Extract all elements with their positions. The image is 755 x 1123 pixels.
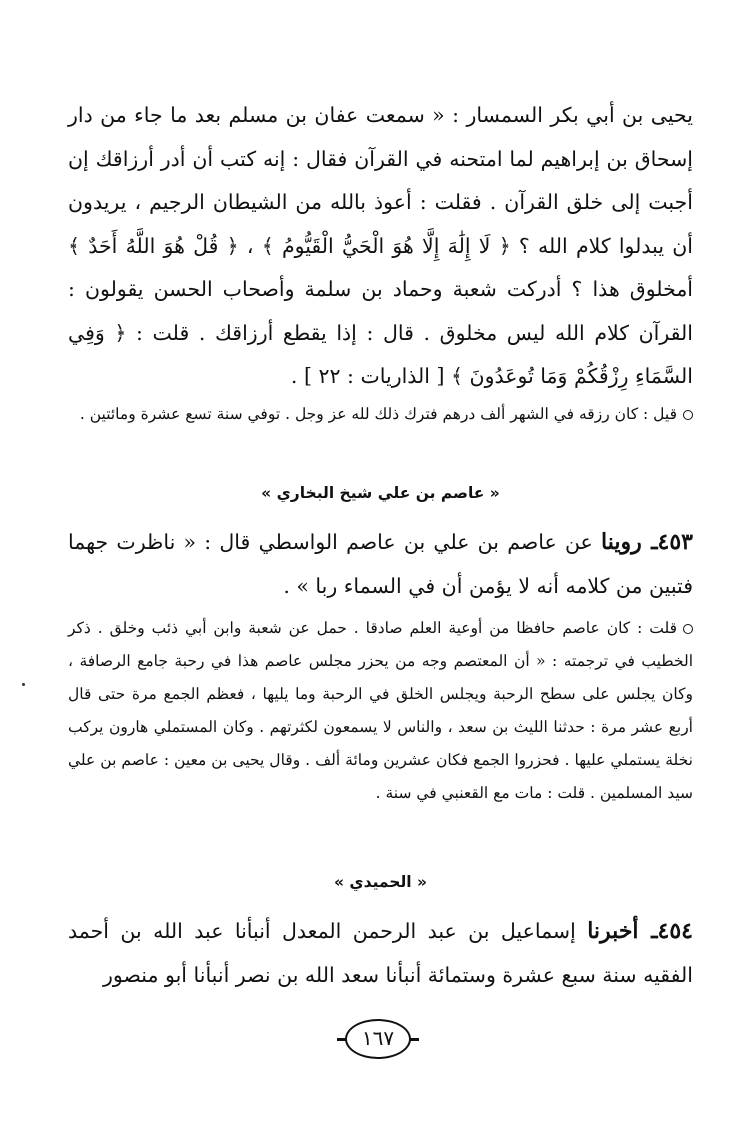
section-heading-humaidi: « الحميدي » — [334, 873, 427, 891]
bullet-circle-icon — [683, 410, 693, 420]
narration-number-453: ٤٥٣ـ روينا — [601, 529, 693, 555]
paragraph-453-text: عن عاصم بن علي بن عاصم الواسطي قال : « ناظرت جهما فتبين من كلامه أنه لا يؤمن أن في السماء ربا » . — [68, 530, 693, 598]
narration-number-454: ٤٥٤ـ أخبرنا — [587, 918, 693, 944]
commentary-paragraph — [68, 612, 693, 810]
paragraph-affan-narration: يحيى بن أبي بكر السمسار : « سمعت عفان بن مسلم بعد ما جاء من دار إسحاق بن إبراهيم لما امتحنه في القرآن فقال : إنه كتب أن أدر أرزاقك إن أجبت إلى خلق القرآن . فقلت : أعوذ بالله من الشيطان الرجيم ، يريدون أن يبدلوا كلام الله ؟ ﴿ لَا إِلَٰهَ إِلَّا هُوَ الْحَيُّ الْقَيُّومُ ﴾ ، ﴿ قُلْ هُوَ اللَّهُ أَحَدٌ ﴾ أمخلوق هذا ؟ أدركت شعبة وحماد بن سلمة وأصحاب الحسن يقولون : القرآن كلام الله ليس مخلوق . قال : إذا يقطع أرزاقك . قلت : ﴿ وَفِي السَّمَاءِ رِزْقُكُمْ وَمَا تُوعَدُونَ ﴾ [ الذاريات : ٢٢ ] . — [68, 103, 693, 388]
scan-speck — [22, 683, 25, 686]
paragraph-454 — [68, 910, 693, 997]
paragraph-453 — [68, 521, 693, 608]
commentary-text: قلت : كان عاصم حافظا من أوعية العلم صادقا . حمل عن شعبة وابن أبي ذئب وخلق . ذكر الخطيب في ترجمته : « أن المعتصم وجه من يحزر مجلس عاصم هذا في رحبة جامع الرصافة ، وكان يجلس على سطح الرحبة ويجلس الخلق في الرحبة وما يليها ، فعظم الجمع مرة حتى قال أربع عشر مرة : حدثنا الليث بن سعد ، والناس لا يسمعون لكثرتهم . وكان المستملي هارون يركب نخلة يستملي عليها . فحزروا الجمع فكان عشرين ومائة ألف . وقال يحيى بن معين : عاصم بن علي سيد المسلمين . قلت : مات مع القعنبي في سنة . — [68, 619, 693, 802]
footnote-text: قيل : كان رزقه في الشهر ألف درهم فترك ذلك لله عز وجل . توفي سنة تسع عشرة ومائتين . — [79, 405, 677, 423]
paragraph-454-text: إسماعيل بن عبد الرحمن المعدل أنبأنا عبد الله بن أحمد الفقيه سنة سبع عشرة وستمائة أنبأنا سعد الله بن نصر أنبأنا أبو منصور — [68, 919, 693, 987]
page-number: ١٦٧ — [345, 1019, 411, 1059]
section-heading-asim: « عاصم بن علي شيخ البخاري » — [261, 484, 500, 502]
bullet-circle-icon — [683, 624, 693, 634]
footnote-paragraph — [68, 398, 693, 431]
